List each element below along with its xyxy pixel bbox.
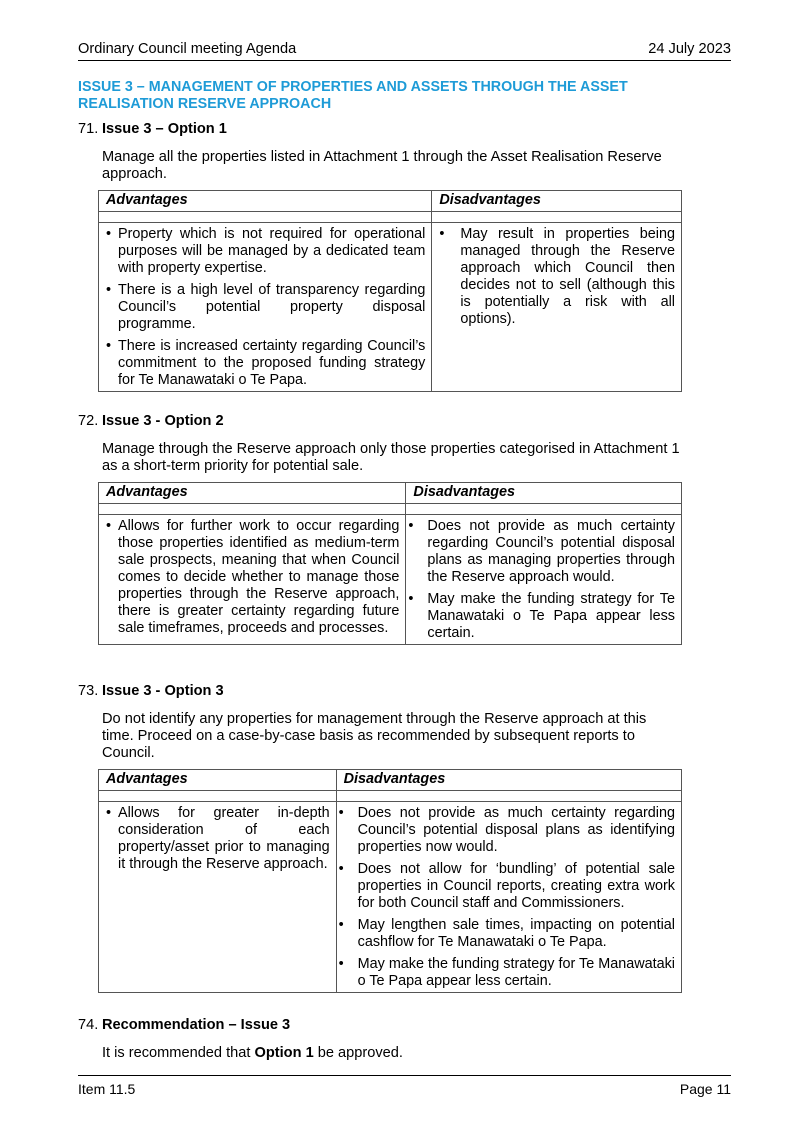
disadvantages-cell xyxy=(406,515,682,645)
disadvantages-header: Disadvantages xyxy=(406,483,682,504)
option-title: Issue 3 – Option 1 xyxy=(102,121,227,137)
bullet-icon: • xyxy=(338,917,344,933)
option-1-intro: Manage all the properties listed in Attachment 1 through the Asset Realisation Reserve approach. xyxy=(102,149,662,182)
disadvantage-item: • May lengthen sale times, impacting on potential cashflow for Te Manawataki o Te Papa. xyxy=(338,917,675,950)
disadvantages-cell xyxy=(432,223,682,392)
advantages-header: Advantages xyxy=(99,483,406,504)
disadvantage-item: • Does not provide as much certainty regarding Council’s potential disposal plans as identifying properties now would. xyxy=(338,805,675,855)
header-title: Ordinary Council meeting Agenda xyxy=(78,41,297,57)
advantages-header: Advantages xyxy=(99,191,432,212)
bullet-icon: • xyxy=(106,805,112,821)
option-3-intro: Do not identify any properties for management through the Reserve approach at this time. Proceed on a case-by-case basis as recommended by subsequent reports to Council. xyxy=(102,711,647,761)
bullet-icon: • xyxy=(106,282,112,298)
bullet-icon: • xyxy=(106,226,112,242)
bullet-icon: • xyxy=(408,518,414,534)
paragraph-number: 74. xyxy=(78,1017,99,1033)
option-3-heading xyxy=(78,683,224,699)
disadvantage-item: • May make the funding strategy for Te Manawataki o Te Papa appear less certain. xyxy=(408,591,675,641)
disadvantage-item: • Does not allow for ‘bundling’ of potential sale properties in Council reports, creating extra work for both Council staff and Commissioners. xyxy=(338,861,675,911)
disadvantage-item: • May result in properties being managed through the Reserve approach which Council then decides not to sell (although this is potentially a risk with all options). xyxy=(439,226,675,327)
footer-item: Item 11.5 xyxy=(78,1081,136,1097)
disadvantage-item: • May make the funding strategy for Te Manawataki o Te Papa appear less certain. xyxy=(338,956,675,989)
paragraph-number: 72. xyxy=(78,413,99,429)
disadvantages-header: Disadvantages xyxy=(336,770,681,791)
page-header xyxy=(78,40,731,61)
advantages-cell xyxy=(99,515,406,645)
advantage-item: • There is increased certainty regarding Council’s commitment to the proposed funding strategy for Te Manawataki o Te Papa. xyxy=(106,338,426,388)
bullet-icon: • xyxy=(338,956,344,972)
bullet-icon: • xyxy=(106,518,112,534)
page-footer xyxy=(78,1075,731,1100)
option-title: Issue 3 - Option 3 xyxy=(102,683,224,699)
paragraph-number: 71. xyxy=(78,121,99,137)
disadvantage-item: • Does not provide as much certainty regarding Council’s potential disposal plans as managing properties through the Reserve approach would. xyxy=(408,518,675,585)
option-2-intro: Manage through the Reserve approach only those properties categorised in Attachment 1 as a short-term priority for potential sale. xyxy=(102,441,680,474)
option-2-table xyxy=(98,482,682,645)
advantage-item: • Property which is not required for operational purposes will be managed by a dedicated team with property expertise. xyxy=(106,226,426,276)
option-1-table xyxy=(98,190,682,392)
advantage-item: • Allows for greater in-depth consideration of each property/asset prior to managing it through the Reserve approach. xyxy=(106,805,330,872)
bullet-icon: • xyxy=(439,226,445,242)
disadvantages-cell xyxy=(336,802,681,993)
advantage-item: • There is a high level of transparency regarding Council’s potential property disposal programme. xyxy=(106,282,426,332)
recommendation-text: It is recommended that Option 1 be approved. xyxy=(102,1045,403,1061)
option-2-heading xyxy=(78,413,224,429)
disadvantages-header: Disadvantages xyxy=(432,191,682,212)
bullet-icon: • xyxy=(338,861,344,877)
option-1-heading xyxy=(78,121,227,137)
option-3-table xyxy=(98,769,682,993)
bullet-icon: • xyxy=(338,805,344,821)
header-date: 24 July 2023 xyxy=(648,41,731,57)
bullet-icon: • xyxy=(408,591,414,607)
recommendation-title: Recommendation – Issue 3 xyxy=(102,1017,291,1033)
option-title: Issue 3 - Option 2 xyxy=(102,413,224,429)
paragraph-number: 73. xyxy=(78,683,99,699)
advantage-item: • Allows for further work to occur regarding those properties identified as medium-term sale prospects, meaning that when Council comes to decide whether to manage those properties through the Reserve approach, there is greater certainty regarding future sale timeframes, proceeds and processes. xyxy=(106,518,400,636)
advantages-cell xyxy=(99,802,337,993)
advantages-header: Advantages xyxy=(99,770,337,791)
page-number: Page 11 xyxy=(679,1081,731,1097)
advantages-cell xyxy=(99,223,432,392)
recommendation-heading xyxy=(78,1017,290,1033)
bullet-icon: • xyxy=(106,338,112,354)
issue-heading: ISSUE 3 – MANAGEMENT OF PROPERTIES AND ASSETS THROUGH THE ASSET REALISATION RESERVE APPROACH xyxy=(78,79,628,112)
